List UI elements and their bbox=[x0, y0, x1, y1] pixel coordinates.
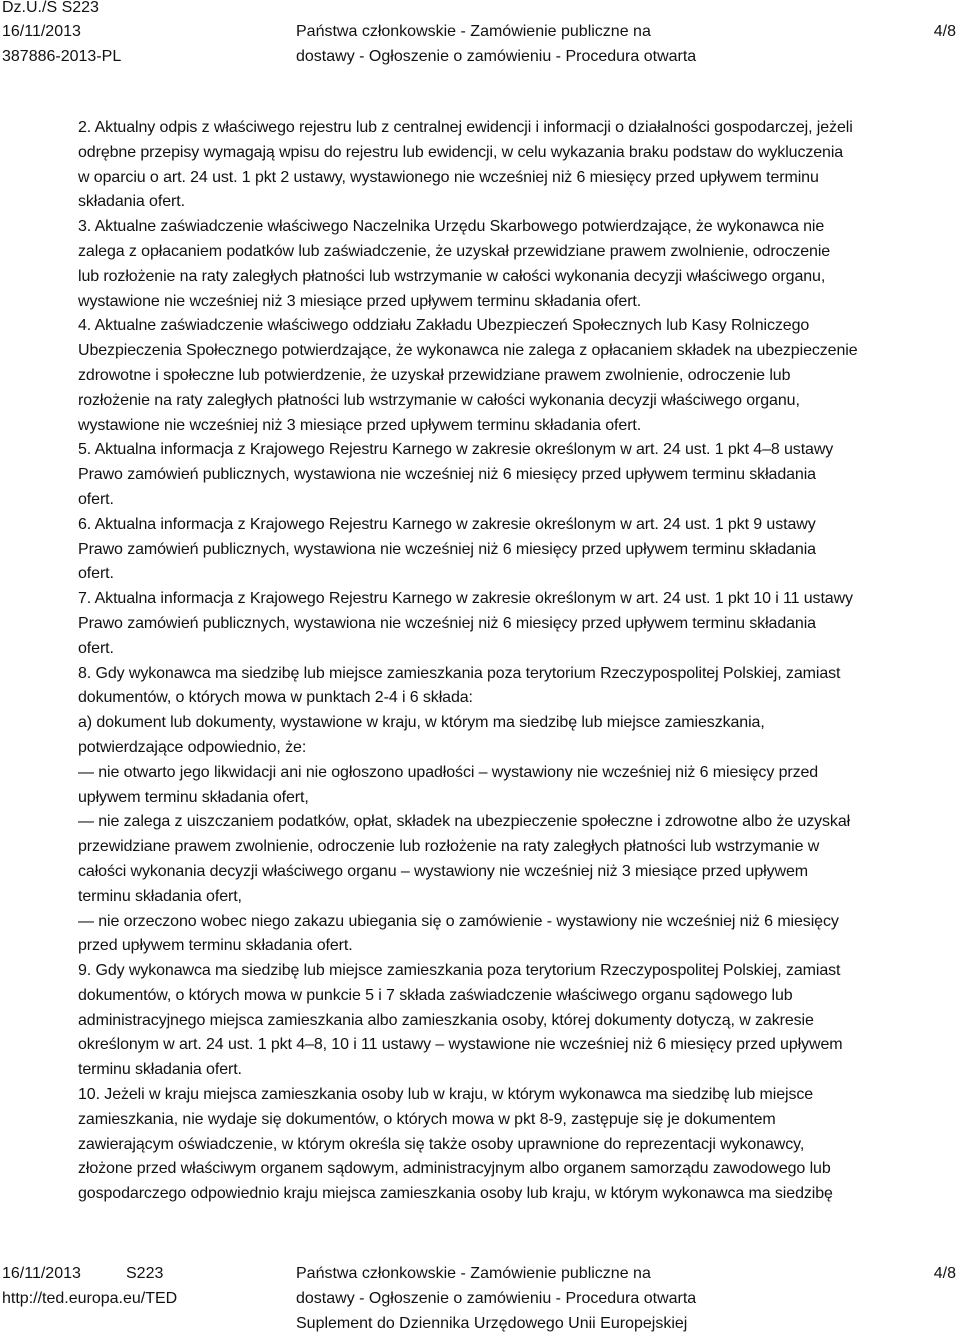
header-title-line1: Państwa członkowskie - Zamówienie publiczne na bbox=[296, 23, 651, 40]
paragraph-7: 7. Aktualna informacja z Krajowego Rejestru Karnego w zakresie określonym w art. 24 ust. 1 pkt 10 i 11 ustawy Prawo zamówień publicznych, wystawiona nie wcześniej niż 6 miesięcy przed upływem terminu składania ofert. bbox=[78, 590, 853, 657]
header-title-line2: dostawy - Ogłoszenie o zamówieniu - Procedura otwarta bbox=[296, 48, 697, 65]
footer-title-line1: Państwa członkowskie - Zamówienie publiczne na bbox=[296, 1265, 651, 1282]
page-header bbox=[0, 0, 960, 70]
paragraph-2: 2. Aktualny odpis z właściwego rejestru lub z centralnej ewidencji i informacji o działalności gospodarczej, jeżeli odrębne przepisy wymagają wpisu do rejestru lub ewidencji, w celu wykazania braku podstaw do wykluczenia w oparciu o art. 24 ust. 1 pkt 2 ustawy, wystawionego nie wcześniej niż 6 miesięcy przed upływem terminu składania ofert. bbox=[78, 119, 853, 211]
footer-issue: S223 bbox=[126, 1265, 164, 1282]
page-footer bbox=[0, 1262, 960, 1334]
footer-date: 16/11/2013 bbox=[2, 1265, 81, 1282]
paragraph-6: 6. Aktualna informacja z Krajowego Rejestru Karnego w zakresie określonym w art. 24 ust. 1 pkt 9 ustawy Prawo zamówień publicznych, wystawiona nie wcześniej niż 6 miesięcy przed upływem terminu składania ofert. bbox=[78, 515, 816, 583]
paragraph-8a-item3: — nie orzeczono wobec niego zakazu ubiegania się o zamówienie - wystawiony nie wcześniej niż 6 miesięcy przed upływem terminu składania ofert. bbox=[78, 912, 839, 955]
footer-title-line3: Suplement do Dziennika Urzędowego Unii Europejskiej bbox=[296, 1315, 688, 1332]
paragraph-3: 3. Aktualne zaświadczenie właściwego Naczelnika Urzędu Skarbowego potwierdzające, że wykonawca nie zalega z opłacaniem podatków lub zaświadczenie, że uzyskał przewidziane prawem zwolnienie, odroczenie lub rozłożenie na raty zaległych płatności lub wstrzymanie w całości wykonania decyzji właściwego organu, wystawione nie wcześniej niż 3 miesiące przed upływem terminu składania ofert. bbox=[78, 218, 831, 310]
document-body bbox=[78, 116, 960, 1207]
paragraph-8a: a) dokument lub dokumenty, wystawione w kraju, w którym ma siedzibę lub miejsce zamieszkania, potwierdzające odpowiednio, że: bbox=[78, 714, 765, 756]
paragraph-8: 8. Gdy wykonawca ma siedzibę lub miejsce zamieszkania poza terytorium Rzeczypospolitej Polskiej, zamiast dokumentów, o których mowa w punktach 2-4 i 6 składa: bbox=[78, 664, 841, 707]
paragraph-4: 4. Aktualne zaświadczenie właściwego oddziału Zakładu Ubezpieczeń Społecznych lub Kasy Rolniczego Ubezpieczenia Społecznego potwierdzające, że wykonawca nie zalega z opłacaniem składek na ubezpieczenie zdrowotne i społeczne lub potwierdzenie, że uzyskał przewidziane prawem zwolnienie, odroczenie lub rozłożenie na raty zaległych płatności lub wstrzymanie w całości wykonania decyzji właściwego organu, wystawione nie wcześniej niż 3 miesiące przed upływem terminu składania ofert. bbox=[78, 317, 858, 434]
notice-id: 387886-2013-PL bbox=[2, 48, 122, 65]
footer-title-line2: dostawy - Ogłoszenie o zamówieniu - Procedura otwarta bbox=[296, 1290, 697, 1307]
paragraph-9: 9. Gdy wykonawca ma siedzibę lub miejsce zamieszkania poza terytorium Rzeczypospolitej Polskiej, zamiast dokumentów, o których mowa w punkcie 5 i 7 składa zaświadczenie właściwego organu sądowego lub administracyjnego miejsca zamieszkania albo zamieszkania osoby, której dokumenty dotyczą, w zakresie określonym w art. 24 ust. 1 pkt 4–8, 10 i 11 ustawy – wystawione nie wcześniej niż 6 miesięcy przed upływem terminu składania ofert. bbox=[78, 962, 843, 1079]
header-date: 16/11/2013 bbox=[2, 23, 81, 40]
paragraph-5: 5. Aktualna informacja z Krajowego Rejestru Karnego w zakresie określonym w art. 24 ust. 1 pkt 4–8 ustawy Prawo zamówień publicznych, wystawiona nie wcześniej niż 6 miesięcy przed upływem terminu składania ofert. bbox=[78, 441, 834, 508]
paragraph-8a-item2: — nie zalega z uiszczaniem podatków, opłat, składek na ubezpieczenie społeczne i zdrowotne albo że uzyskał przewidziane prawem zwolnienie, odroczenie lub rozłożenie na raty zaległych płatności lub wstrzymanie w całości wykonania decyzji właściwego organu – wystawiony nie wcześniej niż 3 miesiące przed upływem terminu składania ofert, bbox=[78, 813, 851, 905]
doc-reference: Dz.U./S S223 bbox=[2, 0, 99, 16]
paragraph-10: 10. Jeżeli w kraju miejsca zamieszkania osoby lub w kraju, w którym wykonawca ma siedzibę lub miejsce zamieszkania, nie wydaje się dokumentów, o których mowa w pkt 8-9, zastępuje się je dokumentem zawierającym oświadczenie, w którym określa się także osoby uprawnione do reprezentacji wykonawcy, złożone przed właściwym organem sądowym, administracyjnym albo organem samorządu zawodowego lub gospodarczego odpowiednio kraju miejsca zamieszkania osoby lub kraju, w którym wykonawca ma siedzibę bbox=[78, 1086, 833, 1203]
footer-page-number: 4/8 bbox=[933, 1265, 956, 1282]
header-page-number: 4/8 bbox=[933, 23, 956, 40]
paragraph-8a-item1: — nie otwarto jego likwidacji ani nie ogłoszono upadłości – wystawiony nie wcześniej niż 6 miesięcy przed upływem terminu składania ofert, bbox=[78, 763, 819, 806]
footer-url[interactable]: http://ted.europa.eu/TED bbox=[2, 1290, 178, 1307]
